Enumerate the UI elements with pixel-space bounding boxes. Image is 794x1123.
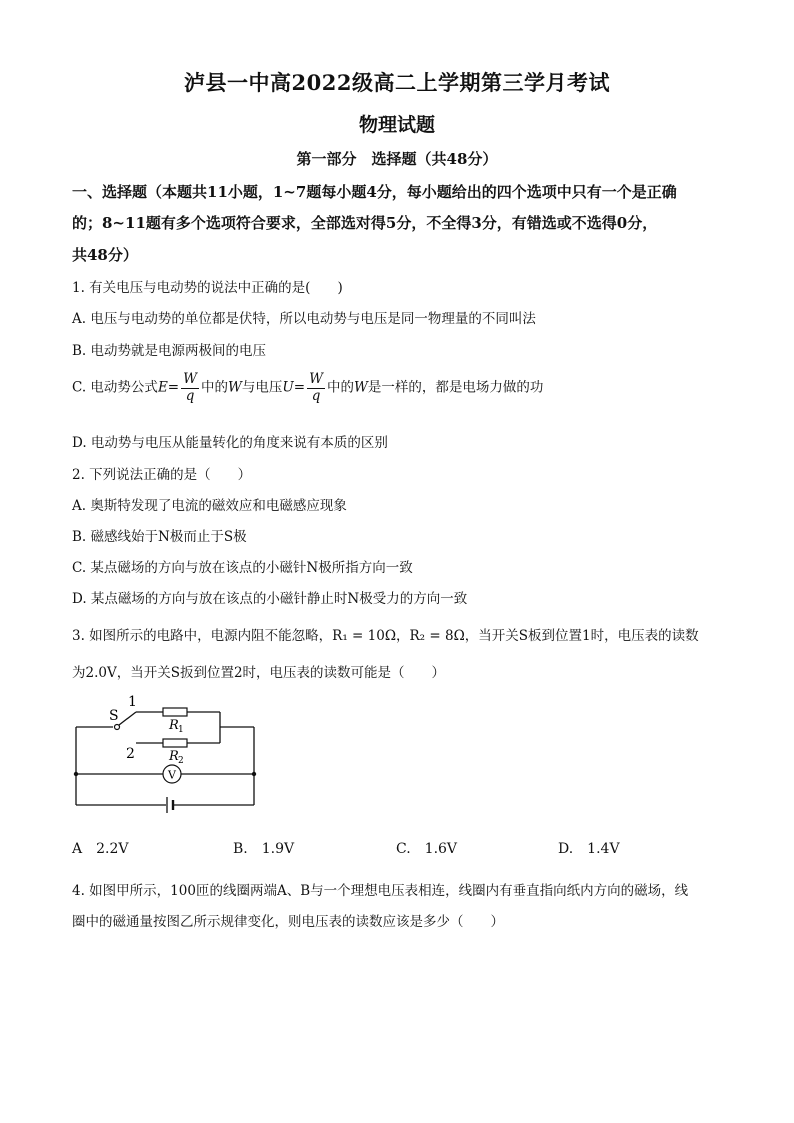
q1-c-frac2-den: q	[311, 387, 321, 404]
q1-c-u: U=	[282, 379, 306, 396]
q1-c-mid2: 与电压	[241, 379, 283, 396]
section-instructions-line1: 一、选择题（本题共11小题，1~7题每小题4分，每小题给出的四个选项中只有一个是正确	[72, 183, 677, 201]
switch-blade	[119, 712, 136, 725]
q2-option-d: D. 某点磁场的方向与放在该点的小磁针静止时N极受力的方向一致	[72, 591, 468, 607]
q2-option-a: A. 奥斯特发现了电流的磁效应和电磁感应现象	[72, 498, 347, 514]
q1-c-frac2-num: W	[309, 371, 323, 387]
q3-option-d: D. 1.4V	[558, 841, 620, 857]
q3-stem-line1: 3. 如图所示的电路中，电源内阻不能忽略，R₁ = 10Ω，R₂ = 8Ω，当开关S板到位置1时，电压表的读数	[72, 628, 699, 644]
q1-c-frac1-den: q	[185, 387, 195, 404]
switch-pivot	[115, 725, 120, 730]
q1-option-c	[72, 372, 543, 404]
q1-c-suffix: 是一样的，都是电场力做的功	[367, 379, 544, 396]
q3-option-c: C. 1.6V	[396, 841, 458, 857]
q1-c-fraction-1	[181, 372, 199, 404]
q1-option-b: B. 电动势就是电源两极间的电压	[72, 343, 267, 359]
q4-stem-line1: 4. 如图甲所示，100匝的线圈两端A、B与一个理想电压表相连，线圈内有垂直指向纸内方向的磁场，线	[72, 883, 689, 899]
switch-position-1: 1	[128, 694, 137, 710]
q1-c-e: E=	[157, 379, 180, 396]
q1-c-w2: W	[353, 379, 368, 396]
resistor-r1	[163, 708, 187, 716]
q1-stem: 1. 有关电压与电动势的说法中正确的是( )	[72, 280, 343, 296]
switch-label: S	[109, 708, 119, 724]
q1-option-d: D. 电动势与电压从能量转化的角度来说有本质的区别	[72, 435, 388, 451]
q1-c-mid3: 中的	[326, 379, 354, 396]
section-instructions-line3: 共48分）	[72, 246, 138, 264]
subject-title: 物理试题	[358, 114, 435, 136]
q1-c-w: W	[228, 379, 242, 396]
voltmeter-label: V	[168, 768, 176, 782]
r2-label: R	[169, 749, 179, 764]
q3-option-a: A 2.2V	[72, 841, 129, 857]
q3-stem-line2: 为2.0V，当开关S扳到位置2时，电压表的读数可能是（ ）	[72, 665, 446, 681]
q2-option-b: B. 磁感线始于N极而止于S极	[72, 529, 247, 545]
q1-c-prefix: C. 电动势公式	[72, 379, 158, 396]
q1-c-fraction-2	[307, 372, 325, 404]
q1-c-frac1-num: W	[183, 371, 197, 387]
exam-title: 泸县一中高2022级高二上学期第三学月考试	[184, 70, 610, 95]
q3-option-b: B. 1.9V	[233, 841, 295, 857]
resistor-r2	[163, 739, 187, 747]
q2-option-c: C. 某点磁场的方向与放在该点的小磁针N极所指方向一致	[72, 560, 413, 576]
q2-stem: 2. 下列说法正确的是（ ）	[72, 467, 252, 483]
section-instructions-line2: 的；8~11题有多个选项符合要求，全部选对得5分，不全得3分，有错选或不选得0分，	[72, 214, 658, 232]
switch-position-2: 2	[126, 746, 135, 762]
r1-label: R	[169, 718, 179, 733]
q4-stem-line2: 圈中的磁通量按图乙所示规律变化，则电压表的读数应该是多少（ ）	[72, 914, 504, 930]
q3-circuit-diagram	[68, 690, 268, 820]
r2-subscript: 2	[178, 756, 184, 766]
q1-option-a: A. 电压与电动势的单位都是伏特，所以电动势与电压是同一物理量的不同叫法	[72, 311, 536, 327]
q1-c-mid1: 中的	[201, 379, 228, 396]
part-title: 第一部分 选择题（共48分）	[296, 150, 498, 168]
r1-subscript: 1	[178, 725, 184, 735]
